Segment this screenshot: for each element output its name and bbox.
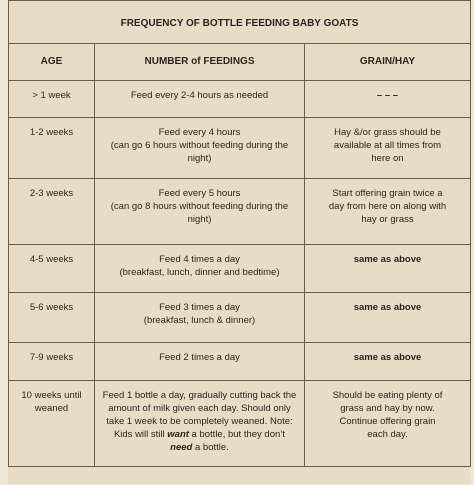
- age-cell: > 1 week: [9, 81, 95, 118]
- feedings-cell: [95, 381, 305, 467]
- grain-cell: [305, 293, 471, 343]
- feedings-line: Feed 1 bottle a day, gradually cutting back the: [102, 390, 297, 401]
- grain-line: day from here on along with: [328, 201, 447, 212]
- age-cell: 2-3 weeks: [9, 179, 95, 245]
- grain-line: hay or grass: [361, 214, 414, 225]
- grain-cell: [305, 81, 471, 118]
- grain-cell: [305, 245, 471, 293]
- feedings-line: night): [187, 153, 212, 164]
- table-row: [9, 343, 471, 381]
- table-row: [9, 179, 471, 245]
- table-title: FREQUENCY OF BOTTLE FEEDING BABY GOATS: [9, 1, 471, 44]
- grain-line: – – –: [376, 90, 399, 101]
- table-row: [9, 118, 471, 179]
- table-row: [9, 381, 471, 467]
- grain-cell: [305, 381, 471, 467]
- feedings-text: Kids will still: [113, 429, 168, 440]
- age-cell: 4-5 weeks: [9, 245, 95, 293]
- grain-line: each day.: [367, 429, 408, 440]
- grain-line: Hay &/or grass should be: [334, 127, 441, 138]
- feedings-line: night): [187, 214, 212, 225]
- feedings-text: a bottle.: [192, 442, 229, 453]
- grain-line: same as above: [353, 302, 422, 313]
- feedings-line: Feed every 4 hours: [158, 127, 241, 138]
- emphasis-need: need: [170, 442, 193, 453]
- feedings-cell: [95, 81, 305, 118]
- age-cell: 1-2 weeks: [9, 118, 95, 179]
- feedings-line: (can go 8 hours without feeding during the: [110, 201, 289, 212]
- grain-line: same as above: [353, 352, 422, 363]
- feedings-line: [99, 428, 300, 441]
- feedings-cell: [95, 343, 305, 381]
- grain-cell: [305, 179, 471, 245]
- feedings-line: (can go 6 hours without feeding during the: [110, 140, 289, 151]
- header-number-of-feedings: NUMBER of FEEDINGS: [95, 44, 305, 81]
- grain-line: Start offering grain twice a: [332, 188, 443, 199]
- feedings-cell: [95, 293, 305, 343]
- feedings-line: [99, 441, 300, 454]
- emphasis-want: want: [167, 429, 189, 440]
- grain-cell: [305, 118, 471, 179]
- age-cell: 7-9 weeks: [9, 343, 95, 381]
- header-grain-hay: GRAIN/HAY: [305, 44, 471, 81]
- feedings-line: take 1 week to be completely weaned. Note:: [106, 416, 293, 427]
- feeding-table-sheet: [8, 0, 470, 484]
- feedings-line: (breakfast, lunch, dinner and bedtime): [119, 267, 280, 278]
- feedings-line: Feed every 2-4 hours as needed: [130, 90, 269, 101]
- feedings-text: a bottle, but they don’t: [188, 429, 286, 440]
- feedings-cell: [95, 118, 305, 179]
- title-row: [9, 1, 471, 44]
- feedings-line: Feed 4 times a day: [159, 254, 240, 265]
- age-line: weaned: [34, 403, 69, 414]
- feedings-cell: [95, 179, 305, 245]
- age-cell: 5-6 weeks: [9, 293, 95, 343]
- feeding-frequency-table: [8, 0, 471, 467]
- feedings-line: Feed 2 times a day: [159, 352, 240, 363]
- feedings-line: amount of milk given each day. Should only: [108, 403, 291, 414]
- grain-line: here on: [371, 153, 404, 164]
- age-line: 10 weeks until: [21, 390, 82, 401]
- header-age: AGE: [9, 44, 95, 81]
- age-cell: [9, 381, 95, 467]
- table-row: [9, 245, 471, 293]
- table-row: [9, 293, 471, 343]
- feedings-line: (breakfast, lunch & dinner): [143, 315, 256, 326]
- grain-line: available at all times from: [333, 140, 442, 151]
- grain-line: grass and hay by now.: [340, 403, 435, 414]
- grain-line: Should be eating plenty of: [332, 390, 443, 401]
- grain-cell: [305, 343, 471, 381]
- header-row: [9, 44, 471, 81]
- grain-line: Continue offering grain: [339, 416, 436, 427]
- feedings-cell: [95, 245, 305, 293]
- grain-line: same as above: [353, 254, 422, 265]
- table-row: [9, 81, 471, 118]
- feedings-line: Feed every 5 hours: [158, 188, 241, 199]
- feedings-line: Feed 3 times a day: [159, 302, 240, 313]
